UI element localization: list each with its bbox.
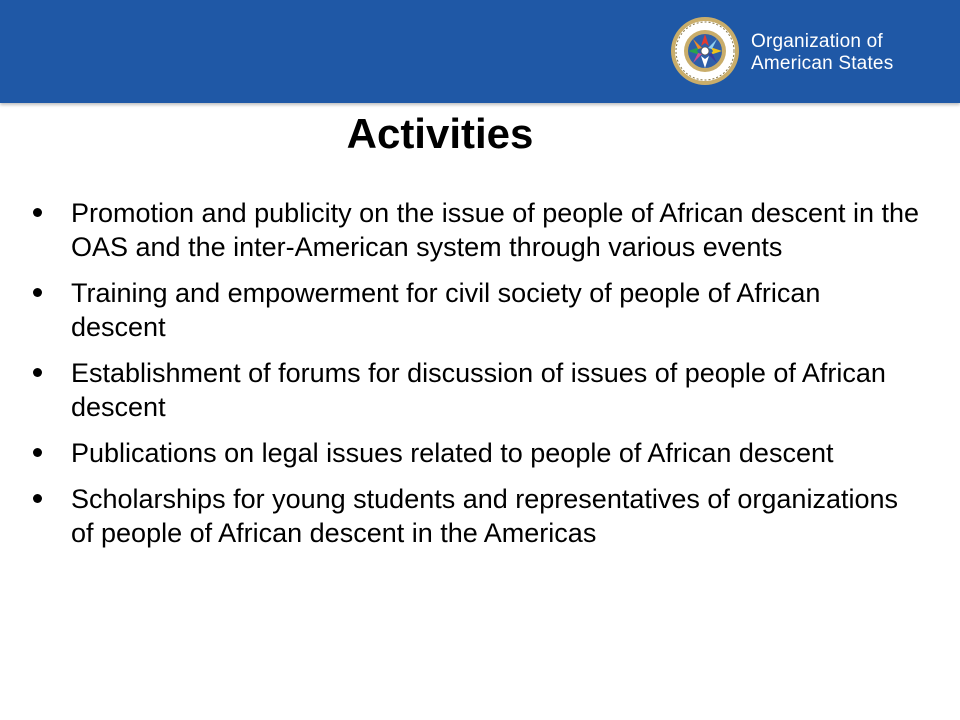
org-name-line1: Organization of xyxy=(751,31,883,52)
bullet-dot-icon xyxy=(33,368,42,377)
bullet-dot-icon xyxy=(33,494,42,503)
bullet-text: Publications on legal issues related to people of African descent xyxy=(71,438,834,468)
bullet-text: Establishment of forums for discussion of issues of people of African descent xyxy=(71,358,886,422)
slide-title: Activities xyxy=(346,110,534,157)
bullet-item xyxy=(30,436,920,470)
bullet-list xyxy=(30,196,920,562)
org-name xyxy=(751,31,893,75)
bullet-item xyxy=(30,482,920,550)
bullet-text: Promotion and publicity on the issue of people of African descent in the OAS and the inter-American system through various events xyxy=(71,198,920,262)
oas-seal-icon xyxy=(670,16,740,86)
bullet-item xyxy=(30,276,920,344)
bullet-item xyxy=(30,196,920,264)
bullet-item xyxy=(30,356,920,424)
bullet-text: Scholarships for young students and representatives of organizations of people of African descent in the Americas xyxy=(71,484,898,548)
bullet-text: Training and empowerment for civil society of people of African descent xyxy=(71,278,821,342)
header-bar xyxy=(0,0,960,103)
bullet-dot-icon xyxy=(33,288,42,297)
org-name-line2: American States xyxy=(751,53,894,74)
bullet-dot-icon xyxy=(33,208,42,217)
bullet-dot-icon xyxy=(33,448,42,457)
